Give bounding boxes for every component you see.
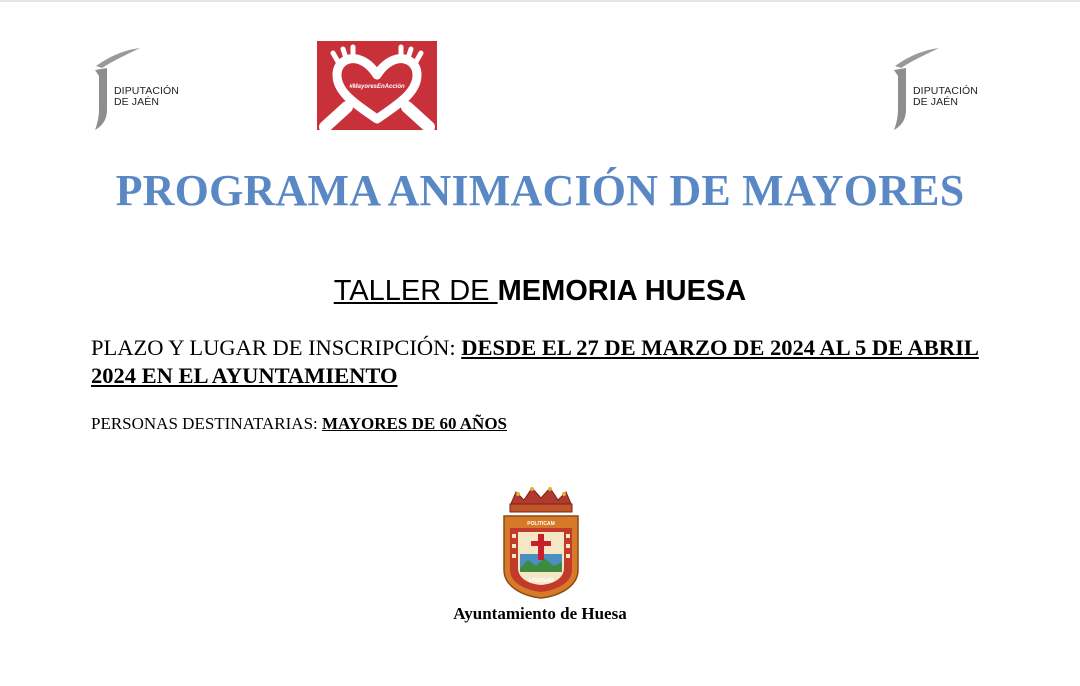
audience-info — [91, 413, 991, 435]
audience-value: MAYORES DE 60 AÑOS — [322, 414, 508, 433]
diputacion-jaen-logo-left — [92, 46, 202, 132]
registration-info — [91, 334, 991, 390]
program-title: PROGRAMA ANIMACIÓN DE MAYORES — [115, 166, 965, 215]
crest-motto-bottom: ETERNAM — [528, 578, 554, 584]
mayores-en-accion-badge — [317, 41, 437, 130]
diputacion-jaen-logo-right — [891, 46, 1001, 132]
workshop-title — [0, 275, 1080, 308]
workshop-name: MEMORIA HUESA — [497, 275, 747, 307]
ayuntamiento-label: Ayuntamiento de Huesa — [453, 604, 627, 623]
huesa-coat-of-arms — [498, 484, 584, 600]
diputacion-label — [913, 86, 978, 108]
diputacion-label — [114, 86, 179, 108]
diputacion-label-line1: DIPUTACIÓN — [114, 85, 179, 97]
diputacion-label-line2: DE JAÉN — [114, 96, 160, 108]
diputacion-label-line1: DIPUTACIÓN — [913, 85, 978, 97]
page-top-border — [0, 0, 1080, 2]
crest-motto-top: POLITICAM — [527, 521, 555, 527]
registration-value: DESDE EL 27 DE MARZO DE 2024 AL 5 DE ABRIL 2024 EN EL AYUNTAMIENTO — [91, 335, 979, 388]
audience-label: PERSONAS DESTINATARIAS: — [91, 414, 323, 433]
mayores-hashtag: #MayoresEnAcción — [349, 84, 405, 90]
registration-label: PLAZO Y LUGAR DE INSCRIPCIÓN: — [91, 335, 462, 360]
diputacion-label-line2: DE JAÉN — [913, 96, 959, 108]
workshop-prefix: TALLER DE — [333, 275, 498, 307]
